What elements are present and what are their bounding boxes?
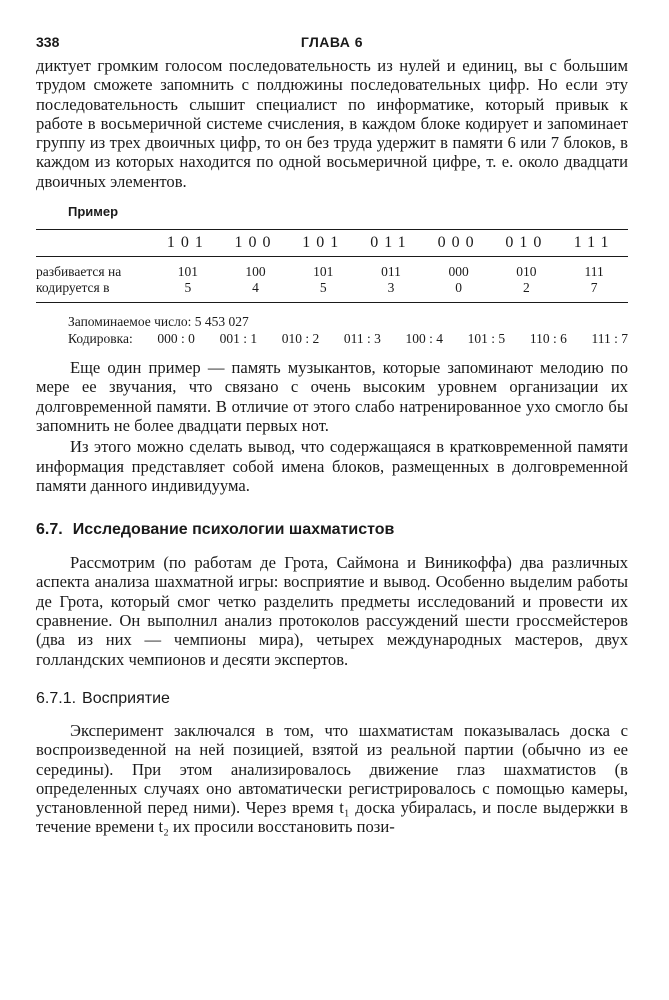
split-row-label: разбивается на (36, 264, 122, 280)
bit-group: 010 (505, 234, 548, 252)
octal-code: 0 (455, 280, 463, 296)
octal-code: 7 (590, 280, 598, 296)
octal-code: 2 (522, 280, 530, 296)
encoding-legend (68, 330, 628, 347)
split-group: 100 (245, 264, 266, 280)
octal-code: 5 (319, 280, 327, 296)
subsection-title: Восприятие (82, 689, 170, 707)
encoding-item: 110 : 6 (529, 331, 567, 347)
encoding-label: Кодировка: (68, 331, 133, 347)
example-divider (36, 302, 628, 303)
bit-group: 000 (437, 234, 480, 252)
paragraph-5: Эксперимент заключался в том, что шахматистам показывалась доска с воспроизведенной на ней позицией, взятой из реальной партии (обычно из ее середины). При этом анализировалось движение глаз шахматистов (в определенных случаях оно автоматически регистрировалось с помощью камеры, установленной перед ними). Через время t₁ доска убиралась, и после выдержки в течение времени t₂ их просили восстановить пози- (36, 720, 628, 837)
bit-group: 101 (166, 234, 209, 252)
example-divider (36, 256, 628, 257)
split-group: 000 (448, 264, 469, 280)
encoding-item: 101 : 5 (467, 331, 506, 347)
paragraph-4: Рассмотрим (по работам де Грота, Саймона и Виникоффа) два различных аспекта анализа шахматной игры: восприятие и вывод. Особенно выделим работы де Грота, который смог четко разделить предметы исследований и провести их сравнение. Он выполнил анализ протоколов рассуждений шести гроссмейстеров (два из них — чемпионы мира), четырех международных мастеров, двух голландских чемпионов и десяти экспертов. (36, 553, 628, 669)
book-page (36, 34, 628, 837)
encoding-table (36, 264, 628, 296)
section-number: 6.7. (36, 521, 63, 539)
chapter-title: ГЛАВА 6 (300, 34, 364, 50)
page-number: 338 (36, 34, 60, 50)
encoding-item: 001 : 1 (219, 331, 258, 347)
split-group: 011 (381, 264, 401, 280)
section-heading (36, 521, 628, 539)
split-group: 111 (584, 264, 604, 280)
encoding-item: 011 : 3 (343, 331, 381, 347)
bit-group: 011 (370, 234, 412, 252)
encoding-item: 100 : 4 (405, 331, 444, 347)
octal-code: 5 (184, 280, 192, 296)
paragraph-1: диктует громким голосом последовательность из нулей и единиц, вы с большим трудом сможете запомнить с полдюжины последовательных цифр. Но если эту последовательность слышит специалист по информатике, который привык к работе в восьмеричной системе счисления, в каждом блоке кодирует и запоминает группу из трех двоичных цифр, то он без труда удержит в памяти 6 или 7 блоков, в каждом из которых находится по одной восьмеричной цифре, т. е. около двадцати двоичных элементов. (36, 56, 628, 191)
split-group: 101 (177, 264, 198, 280)
example-block (36, 204, 628, 347)
page-header (36, 34, 628, 56)
bit-group: 101 (302, 234, 345, 252)
bit-row-label-empty (36, 230, 154, 256)
octal-code: 4 (252, 280, 259, 296)
subsection-heading (36, 690, 628, 708)
bit-group: 100 (234, 234, 277, 252)
paragraph-3: Из этого можно сделать вывод, что содержащаяся в кратковременной памяти информация представляет собой имена блоков, размещенных в долговременной памяти данного индивидуума. (36, 437, 628, 495)
split-group: 010 (516, 264, 537, 280)
bit-sequence-table (36, 230, 628, 256)
encoding-item: 000 : 0 (157, 331, 195, 347)
example-title: Пример (68, 204, 119, 220)
bit-group: 111 (573, 234, 615, 252)
example-notes (36, 313, 628, 347)
encoding-item: 010 : 2 (281, 331, 320, 347)
octal-code: 3 (387, 280, 395, 296)
subsection-number: 6.7.1. (36, 689, 77, 707)
section-title: Исследование психологии шахматистов (72, 521, 395, 539)
paragraph-2: Еще один пример — память музыкантов, которые запоминают мелодию по мере ее звучания, что связано с очень высоким уровнем организации их долговременной памяти. В отличие от этого слабо натренированное ухо смогло бы запомнить не более двадцати первых нот. (36, 358, 628, 435)
code-row-label: кодируется в (36, 280, 110, 296)
encoding-item: 111 : 7 (591, 331, 628, 347)
memorized-number: Запоминаемое число: 5 453 027 (68, 314, 249, 330)
split-group: 101 (313, 264, 334, 280)
